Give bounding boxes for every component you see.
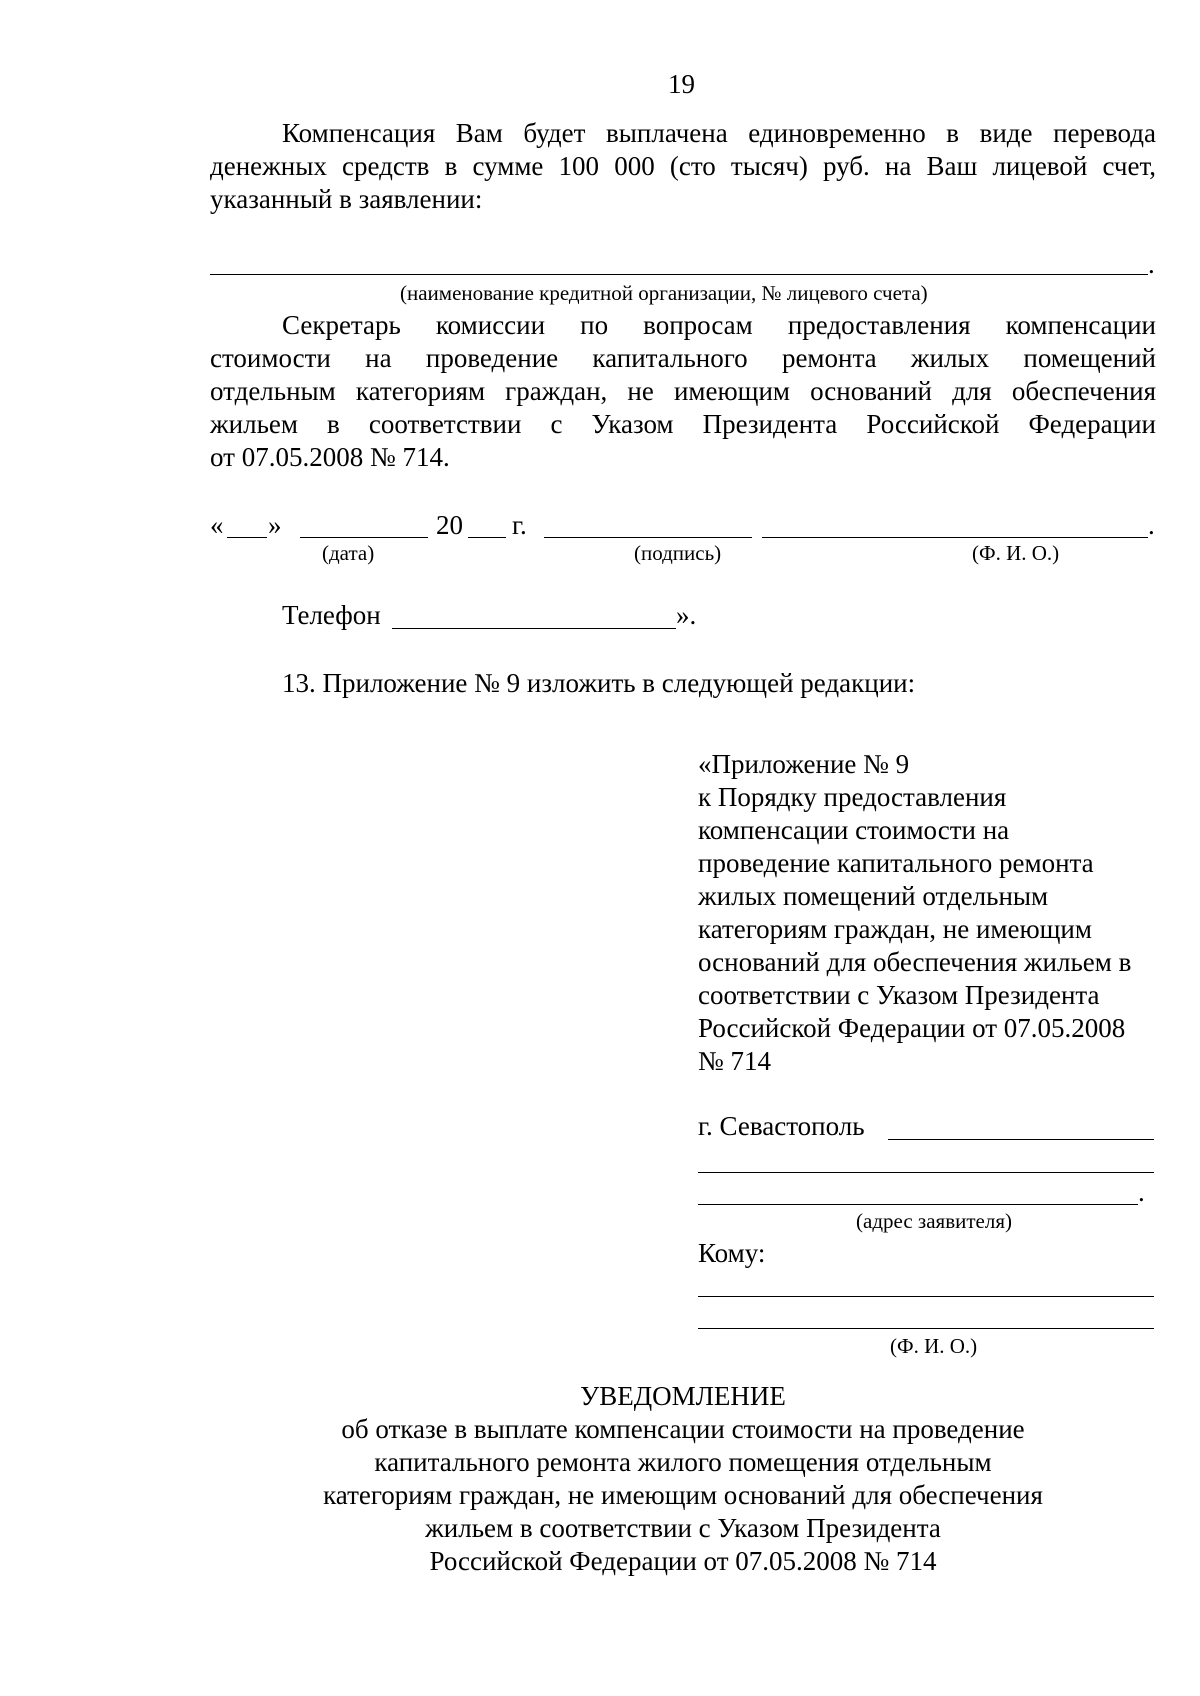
compensation-line-3: указанный в заявлении: xyxy=(210,184,483,214)
appendix-line: жилых помещений отдельным xyxy=(698,881,1049,911)
appendix-line: № 714 xyxy=(698,1046,772,1076)
notice-line: Российской Федерации от 07.05.2008 № 714 xyxy=(429,1546,937,1576)
secretary-line-3: отдельным категориям граждан, не имеющим оснований для обеспечения xyxy=(210,376,1156,406)
appendix-line: к Порядку предоставления xyxy=(698,782,1007,812)
secretary-line-5: от 07.05.2008 № 714. xyxy=(210,442,450,472)
address-end-dot: . xyxy=(1138,1177,1145,1207)
appendix-line: «Приложение № 9 xyxy=(698,749,910,779)
address-caption: (адрес заявителя) xyxy=(856,1209,1012,1233)
appendix-line: Российской Федерации от 07.05.2008 xyxy=(698,1013,1126,1043)
appendix-line: категориям граждан, не имеющим xyxy=(698,914,1092,944)
date-year-blank xyxy=(468,537,506,538)
notice-line: жильем в соответствии с Указом Президента xyxy=(425,1513,941,1543)
signature-end-dot: . xyxy=(1148,510,1155,540)
compensation-line-2: денежных средств в сумме 100 000 (сто тысяч) руб. на Ваш лицевой счет, xyxy=(210,151,1156,181)
account-caption: (наименование кредитной организации, № лицевого счета) xyxy=(400,281,928,305)
notice-line: об отказе в выплате компенсации стоимости на проведение xyxy=(341,1414,1025,1444)
phone-blank xyxy=(392,628,676,629)
to-label: Кому: xyxy=(698,1238,766,1268)
secretary-line-4: жильем в соответствии с Указом Президента Российской Федерации xyxy=(210,409,1156,439)
page-number: 19 xyxy=(668,69,695,99)
phone-end: ». xyxy=(676,600,697,630)
notice-title: УВЕДОМЛЕНИЕ xyxy=(580,1381,786,1411)
signature-caption: (подпись) xyxy=(634,541,722,565)
notice-line: категориям граждан, не имеющим оснований для обеспечения xyxy=(323,1480,1043,1510)
appendix-line: оснований для обеспечения жильем в xyxy=(698,947,1132,977)
date-year-prefix: 20 xyxy=(436,510,463,540)
appendix-line: соответствии с Указом Президента xyxy=(698,980,1100,1010)
recipient-fio-caption: (Ф. И. О.) xyxy=(890,1334,978,1358)
item-13: 13. Приложение № 9 изложить в следующей редакции: xyxy=(282,668,916,698)
appendix-line: проведение капитального ремонта xyxy=(698,848,1094,878)
fio-caption: (Ф. И. О.) xyxy=(972,541,1060,565)
date-day-blank xyxy=(227,537,267,538)
date-open-quote: « xyxy=(210,510,224,540)
city-label: г. Севастополь xyxy=(698,1111,865,1141)
appendix-line: компенсации стоимости на xyxy=(698,815,1010,845)
recipient-blank-1 xyxy=(698,1296,1154,1297)
notice-block xyxy=(210,1380,1156,1577)
secretary-line-2: стоимости на проведение капитального ремонта жилых помещений xyxy=(210,343,1156,373)
signature-blank xyxy=(544,537,752,538)
address-blank-1 xyxy=(888,1139,1154,1140)
phone-label: Телефон xyxy=(282,600,381,630)
date-caption: (дата) xyxy=(322,541,375,565)
date-year-suffix: г. xyxy=(512,510,527,540)
address-blank-3 xyxy=(698,1204,1138,1205)
recipient-blank-2 xyxy=(698,1328,1154,1329)
compensation-line-1: Компенсация Вам будет выплачена единовременно в виде перевода xyxy=(282,118,1156,148)
account-end-dot: . xyxy=(1148,249,1155,279)
notice-line: капитального ремонта жилого помещения отдельным xyxy=(374,1447,992,1477)
date-close-quote: » xyxy=(268,510,282,540)
account-blank-line xyxy=(210,274,1148,275)
fio-blank xyxy=(762,537,1148,538)
date-month-blank xyxy=(300,537,428,538)
address-blank-2 xyxy=(698,1172,1154,1173)
secretary-line-1: Секретарь комиссии по вопросам предоставления компенсации xyxy=(282,310,1156,340)
